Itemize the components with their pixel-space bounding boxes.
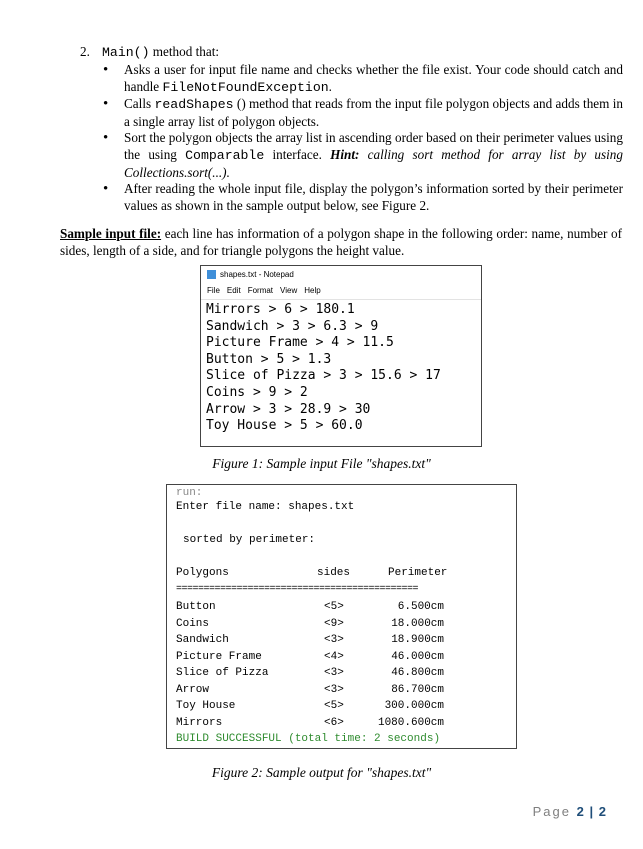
text-line: Sandwich > 3 > 6.3 > 9 — [206, 318, 379, 334]
list-item: • Asks a user for input file name and checks whether the file exist. Your code should catch and handle FileNotFoundException. — [103, 62, 623, 96]
menu-format[interactable]: Format — [247, 286, 274, 295]
code-inline: FileNotFoundException — [162, 79, 329, 95]
table-row: Picture Frame <4> 46.000cm — [176, 650, 444, 663]
page-number: 2 — [576, 804, 584, 819]
sample-paragraph: Sample input file: each line has information of a polygon shape in the following order: name, number of sides, length of a side, and for triangle polygons the height value. — [60, 226, 622, 258]
console-header: Polygons sides Perimeter — [176, 567, 448, 579]
console-build-status: BUILD SUCCESSFUL (total time: 2 seconds) — [176, 733, 441, 745]
question-number: 2. — [80, 44, 90, 59]
table-row: Button <5> 6.500cm — [176, 601, 444, 613]
notepad-titlebar: shapes.txt - Notepad — [201, 266, 481, 283]
figure-2-caption: Figure 2: Sample output for "shapes.txt" — [211, 765, 432, 780]
text-line: Picture Frame > 4 > 11.5 — [206, 335, 394, 351]
figure-1-caption: Figure 1: Sample input File "shapes.txt" — [212, 456, 431, 471]
page-total: 2 — [598, 804, 606, 819]
list-item: • Sort the polygon objects the array list in ascending order based on their perimeter values using the using Comparable interface. Hint: calling sort method for array list by using Collections.sort(...). — [103, 130, 623, 181]
console-separator: ============================================ — [176, 584, 419, 595]
console-prompt: Enter file name: shapes.txt — [176, 501, 355, 513]
menu-help[interactable]: Help — [304, 286, 321, 295]
menu-edit[interactable]: Edit — [226, 286, 241, 295]
method-name: Main() — [102, 45, 150, 60]
code-inline: readShapes — [154, 97, 234, 113]
text-line: Toy House > 5 > 60.0 — [206, 418, 363, 434]
table-row: Arrow <3> 86.700cm — [176, 683, 444, 696]
code-inline: Comparable — [185, 147, 265, 163]
text-line: Arrow > 3 > 28.9 > 30 — [206, 401, 371, 417]
menu-file[interactable]: File — [207, 286, 220, 295]
table-row: Coins <9> 18.000cm — [176, 617, 444, 630]
table-row: Sandwich <3> 18.900cm — [176, 634, 444, 646]
console-output — [166, 484, 517, 749]
requirements-list — [103, 62, 623, 214]
menu-view[interactable]: View — [280, 286, 298, 295]
text-line: Slice of Pizza > 3 > 15.6 > 17 — [206, 368, 441, 384]
hint-label: Hint: — [330, 146, 360, 162]
text-line: Button > 5 > 1.3 — [206, 351, 332, 367]
page-footer: Page 2 | 2 — [532, 804, 606, 819]
notepad-window — [200, 265, 482, 447]
list-item: • After reading the whole input file, display the polygon’s information sorted by their perimeter values as shown in the sample output below, see Figure 2. — [103, 181, 623, 214]
notepad-text[interactable] — [201, 300, 481, 435]
sample-label: Sample input file: — [60, 226, 162, 241]
text-line: Coins > 9 > 2 — [206, 384, 308, 400]
list-item: • Calls readShapes () method that reads from the input file polygon objects and adds them in a single array list of polygon objects. — [103, 96, 623, 130]
text-line: Mirrors > 6 > 180.1 — [206, 302, 355, 317]
table-row: Toy House <5> 300.000cm — [176, 700, 444, 712]
notepad-icon — [207, 270, 216, 279]
question-intro: method that: — [149, 44, 220, 59]
table-row: Mirrors <6> 1080.600cm — [176, 716, 444, 729]
notepad-menubar — [201, 283, 481, 300]
console-sorted: sorted by perimeter: — [183, 534, 316, 546]
question-heading — [80, 44, 219, 60]
table-row: Slice of Pizza <3> 46.800cm — [176, 667, 444, 679]
console-run: run: — [176, 487, 203, 499]
